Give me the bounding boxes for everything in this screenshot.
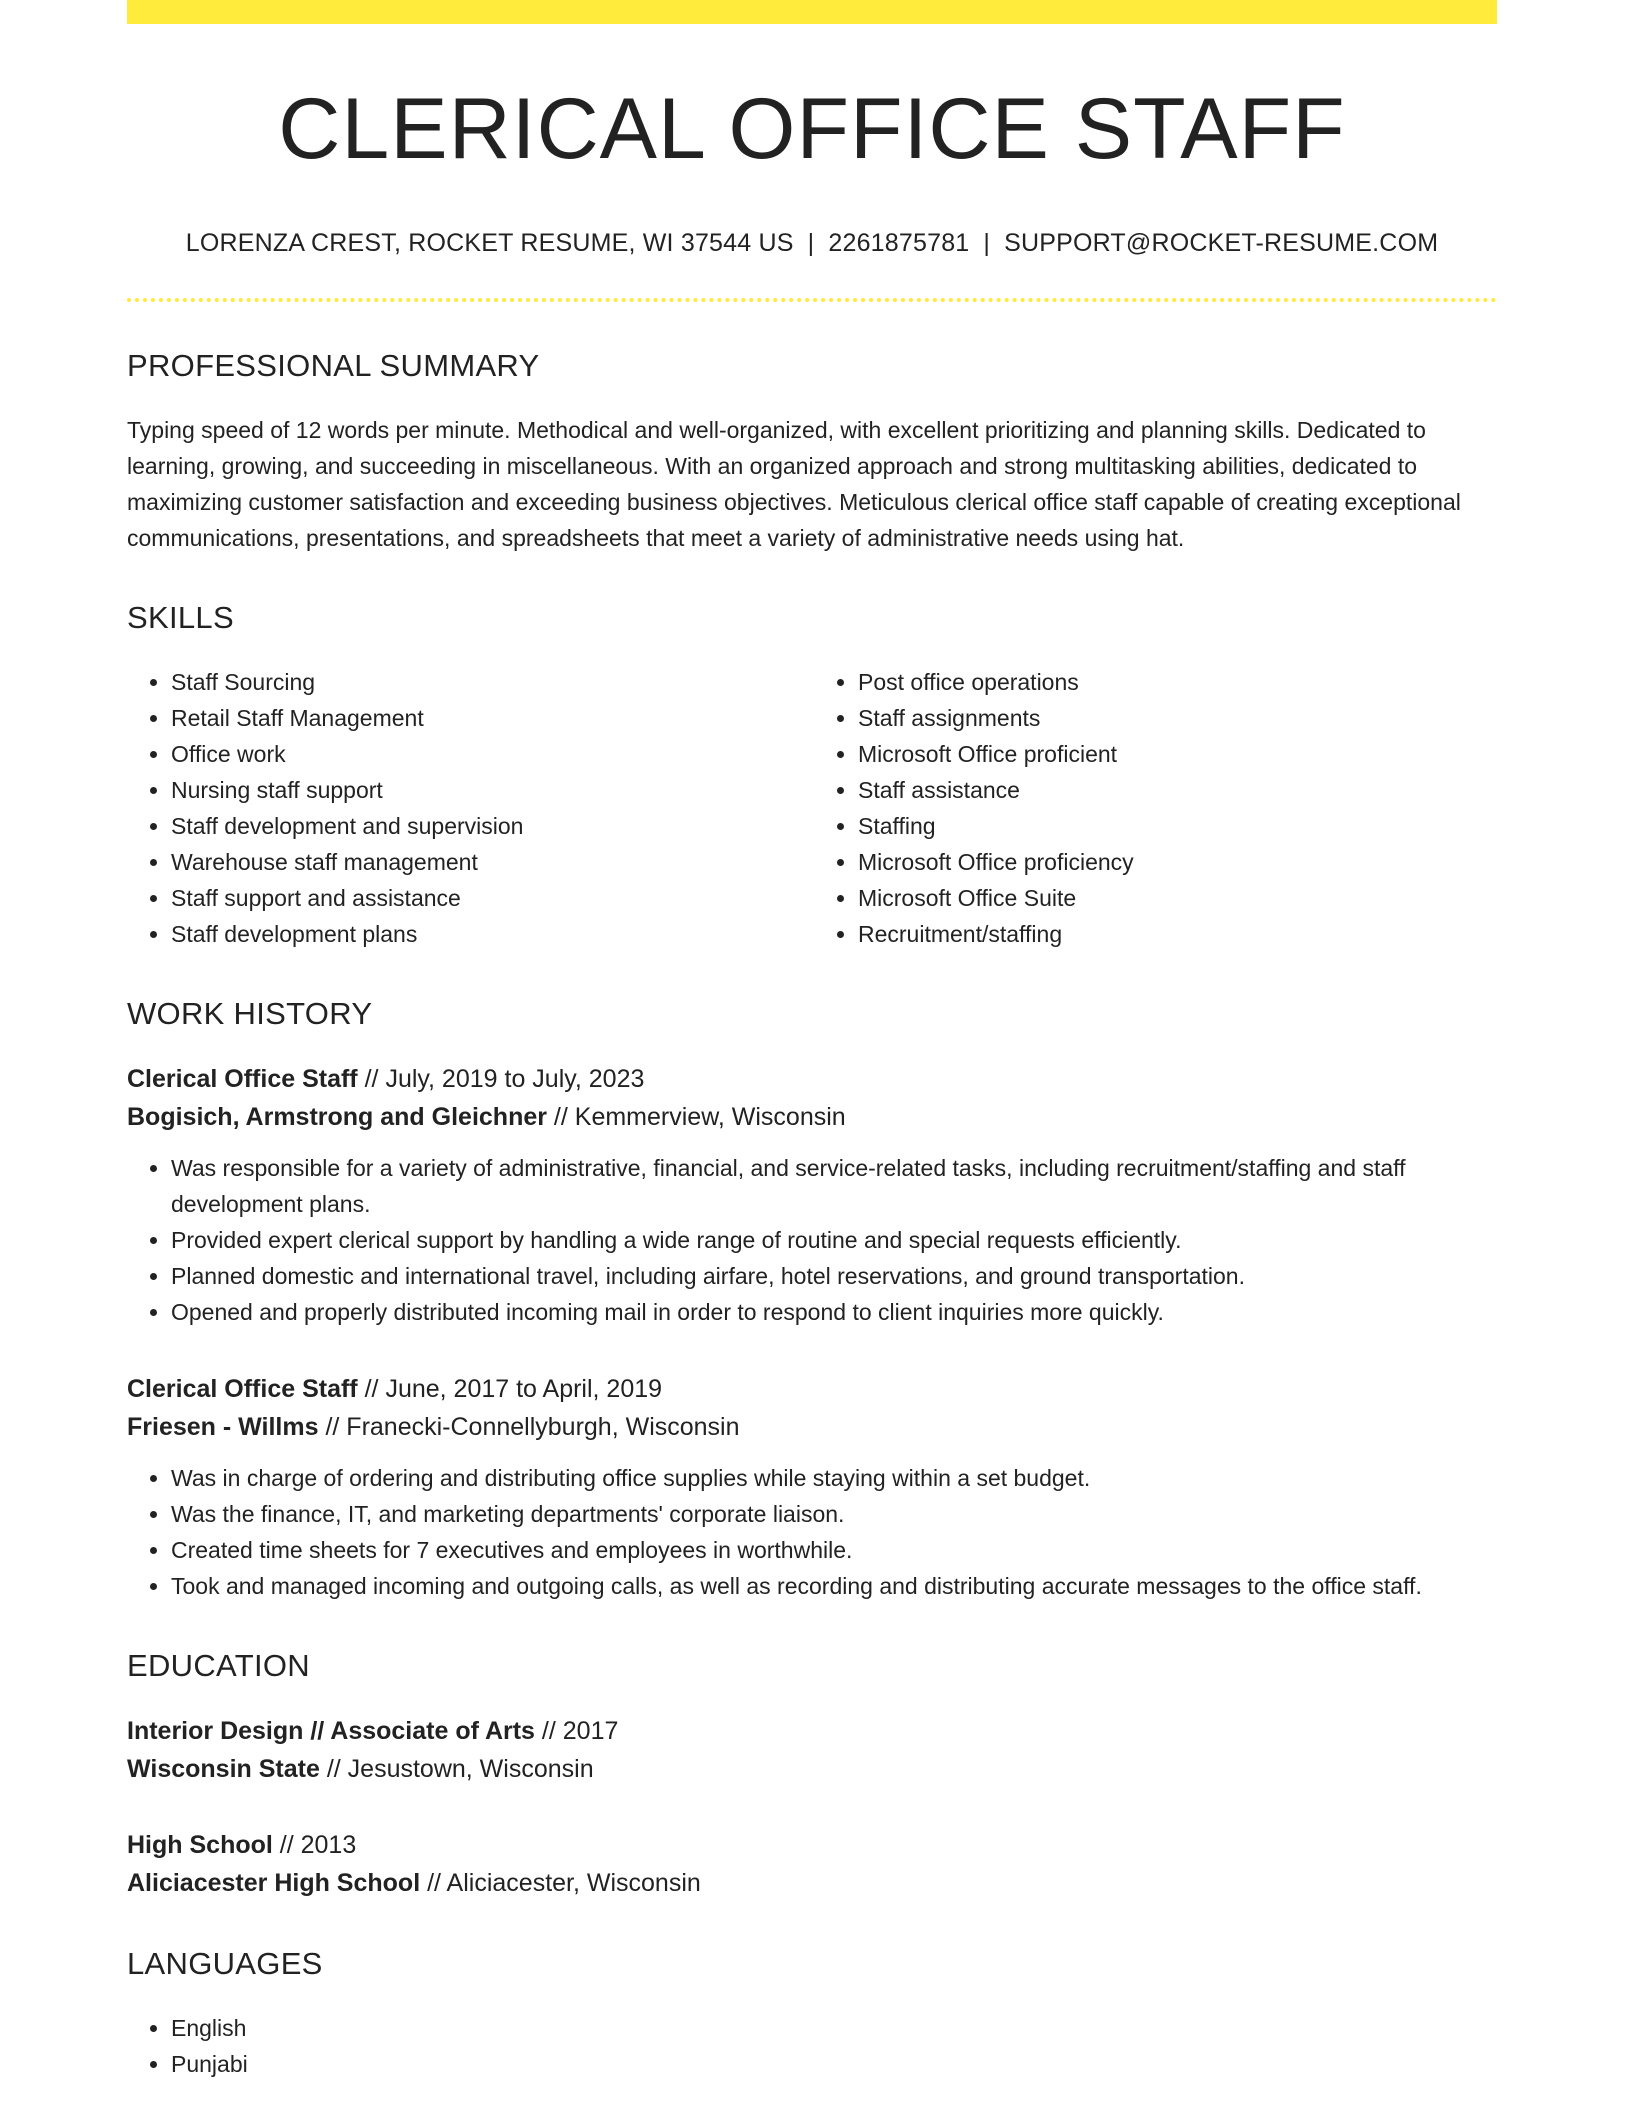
job-bullets [127,1150,1497,1330]
list-item: • Microsoft Office Suite [858,880,1497,916]
education-location: Aliciacester, Wisconsin [446,1868,701,1897]
education-entry [127,1712,1497,1788]
job-sep: // [318,1412,347,1441]
education-school-line [127,1864,1497,1902]
page-title: CLERICAL OFFICE STAFF [278,81,1346,177]
job-sep: // [357,1064,386,1093]
list-item: • Was the finance, IT, and marketing departments' corporate liaison. [171,1496,1497,1532]
job-company: Bogisich, Armstrong and Gleichner [127,1102,547,1131]
list-item: • Microsoft Office proficiency [858,844,1497,880]
list-item: • Staff assistance [858,772,1497,808]
job-sep: // [546,1102,575,1131]
section-heading-work-history: WORK HISTORY [127,995,373,1031]
list-item: • Retail Staff Management [171,700,810,736]
list-item: • Provided expert clerical support by handling a wide range of routine and special requests efficiently. [171,1222,1497,1258]
list-item: • Opened and properly distributed incoming mail in order to respond to client inquiries more quickly. [171,1294,1497,1330]
education-degree-line [127,1826,1497,1864]
job-company-line [127,1098,1497,1136]
contact-separator: | [983,228,991,257]
edu-sep: // [420,1868,447,1897]
contact-address: LORENZA CREST, ROCKET RESUME, WI 37544 US [185,228,794,257]
resume-page [127,0,1497,2082]
education-degree-line [127,1712,1497,1750]
job-title: Clerical Office Staff [127,1374,358,1403]
contact-email[interactable]: SUPPORT@ROCKET-RESUME.COM [1004,228,1439,257]
contact-line [127,229,1497,258]
job-title-line [127,1060,1497,1098]
skills-list-right [810,664,1497,952]
job-entry [127,1370,1497,1604]
job-entry [127,1060,1497,1330]
section-heading-languages: LANGUAGES [127,1945,323,1981]
skills-columns [127,664,1497,952]
education-school: Wisconsin State [127,1754,320,1783]
education-year: 2017 [562,1716,619,1745]
job-company-line [127,1408,1497,1446]
job-dates: July, 2019 to July, 2023 [385,1064,645,1093]
summary-text: Typing speed of 12 words per minute. Methodical and well-organized, with excellent prioritizing and planning skills. Dedicated to learning, growing, and succeeding in miscellaneous. With an organized approach and strong multitasking abilities, dedicated to maximizing customer satisfaction and exceeding business objectives. Meticulous clerical office staff capable of creating exceptional communications, presentations, and spreadsheets that meet a variety of administrative needs using hat. [127,416,1461,551]
list-item: • Staff development and supervision [171,808,810,844]
job-sep: // [357,1374,386,1403]
list-item: • Microsoft Office proficient [858,736,1497,772]
list-item: • Post office operations [858,664,1497,700]
education-school-line [127,1750,1497,1788]
section-heading-summary: PROFESSIONAL SUMMARY [127,347,540,383]
contact-separator: | [807,228,815,257]
education-degree: Interior Design // Associate of Arts [127,1716,535,1745]
job-title: Clerical Office Staff [127,1064,358,1093]
edu-sep: // [319,1754,348,1783]
job-location: Kemmerview, Wisconsin [574,1102,846,1131]
job-dates: June, 2017 to April, 2019 [385,1374,663,1403]
education-year: 2013 [300,1830,357,1859]
education-school: Aliciacester High School [127,1868,421,1897]
list-item: • English [171,2010,1497,2046]
job-bullets [127,1460,1497,1604]
languages-list [127,2010,1497,2082]
accent-top-bar [127,0,1497,24]
list-item: • Warehouse staff management [171,844,810,880]
education-entry [127,1826,1497,1902]
list-item: • Was in charge of ordering and distributing office supplies while staying within a set budget. [171,1460,1497,1496]
edu-sep: // [272,1830,301,1859]
education-location: Jesustown, Wisconsin [347,1754,594,1783]
list-item: • Recruitment/staffing [858,916,1497,952]
list-item: • Took and managed incoming and outgoing calls, as well as recording and distributing accurate messages to the office staff. [171,1568,1497,1604]
list-item: • Staff assignments [858,700,1497,736]
contact-phone: 2261875781 [828,228,970,257]
section-heading-education: EDUCATION [127,1647,310,1683]
list-item: • Staff support and assistance [171,880,810,916]
dotted-divider [127,298,1497,302]
list-item: • Was responsible for a variety of administrative, financial, and service-related tasks, including recruitment/staffing and staff development plans. [171,1150,1497,1222]
education-degree: High School [127,1830,273,1859]
job-title-line [127,1370,1497,1408]
list-item: • Staff development plans [171,916,810,952]
list-item: • Punjabi [171,2046,1497,2082]
list-item: • Staff Sourcing [171,664,810,700]
list-item: • Planned domestic and international travel, including airfare, hotel reservations, and ground transportation. [171,1258,1497,1294]
job-company: Friesen - Willms [127,1412,319,1441]
edu-sep: // [534,1716,563,1745]
list-item: • Office work [171,736,810,772]
list-item: • Staffing [858,808,1497,844]
job-location: Franecki-Connellyburgh, Wisconsin [346,1412,740,1441]
skills-list-left [127,664,810,952]
list-item: • Nursing staff support [171,772,810,808]
list-item: • Created time sheets for 7 executives and employees in worthwhile. [171,1532,1497,1568]
section-heading-skills: SKILLS [127,599,234,635]
